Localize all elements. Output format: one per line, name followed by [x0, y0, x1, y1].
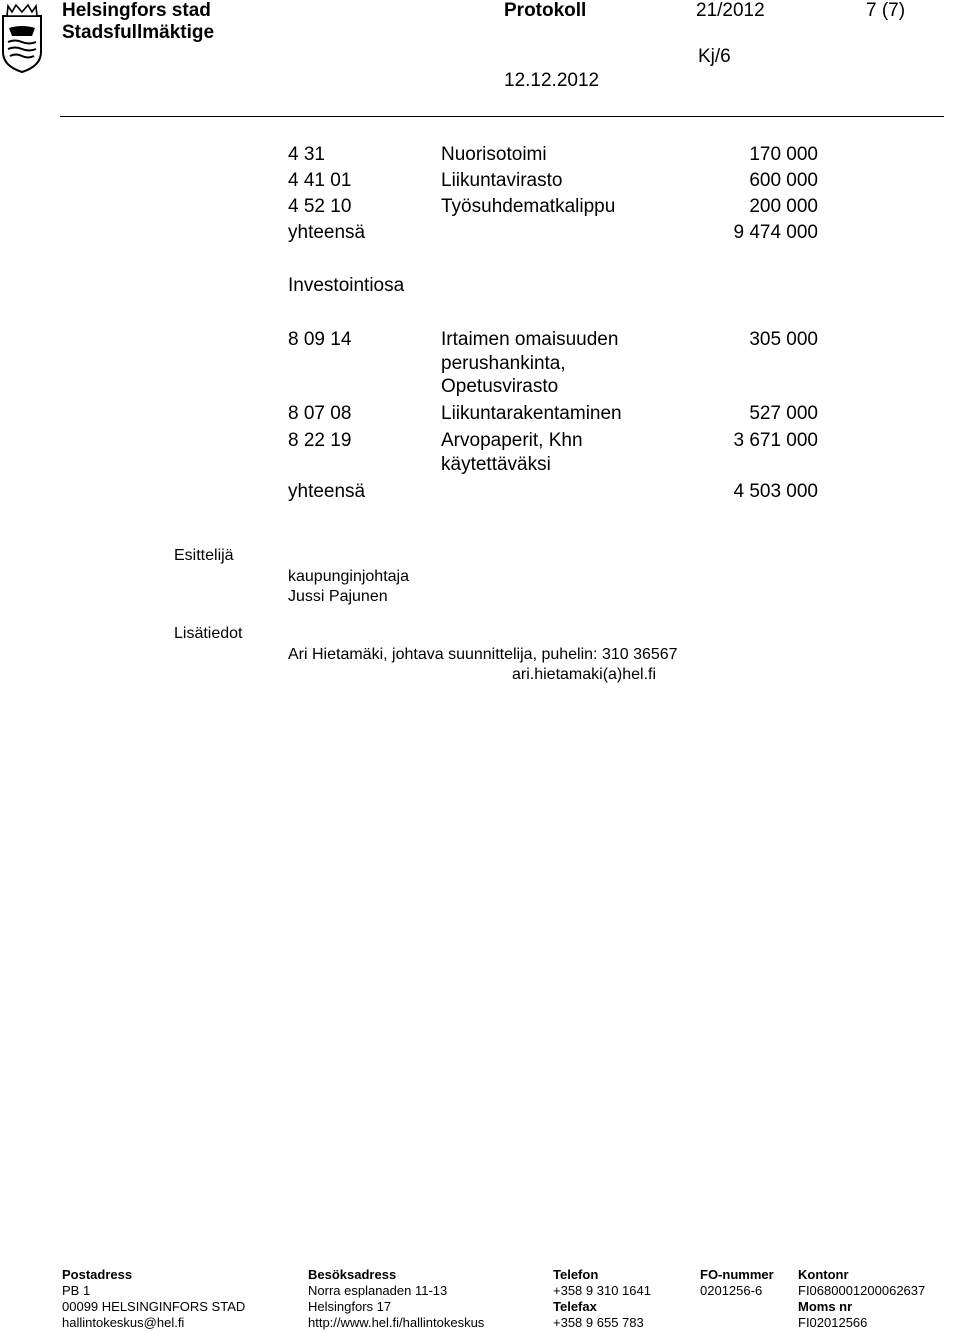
footer-account-head: Kontonr [798, 1267, 849, 1282]
table-row-name: Opetusvirasto [441, 376, 559, 397]
info-label: Lisätiedot [174, 625, 243, 642]
footer-fo-number: 0201256-6 [700, 1283, 763, 1298]
section-ref: Kj/6 [698, 46, 731, 67]
presenter-label: Esittelijä [174, 547, 234, 564]
table-row-name: Irtaimen omaisuuden [441, 329, 619, 350]
total-label: yhteensä [288, 222, 366, 243]
table-row-code: 8 22 19 [288, 430, 352, 451]
footer-postadress-l2: 00099 HELSINGINFORS STAD [62, 1299, 246, 1314]
presenter-title: kaupunginjohtaja [288, 568, 409, 585]
footer-website-link[interactable]: http://www.hel.fi/hallintokeskus [308, 1315, 485, 1330]
table-row-name: Liikuntavirasto [441, 170, 563, 191]
total-label: yhteensä [288, 481, 366, 502]
footer-visit-head: Besöksadress [308, 1267, 397, 1282]
footer-visit-l1: Norra esplanaden 11-13 [308, 1283, 448, 1298]
meeting-date: 12.12.2012 [504, 70, 600, 91]
table-row-name: perushankinta, [441, 353, 566, 374]
header-rule [60, 116, 944, 117]
table-row-amount: 305 000 [749, 329, 818, 350]
footer-vat-head: Moms nr [798, 1299, 853, 1314]
org-name: Helsingfors stad [62, 0, 211, 21]
city-crest-icon [0, 2, 44, 74]
page-number: 7 (7) [866, 0, 906, 21]
total-amount: 4 503 000 [733, 481, 818, 502]
table-row-amount: 527 000 [749, 403, 818, 424]
table-row-code: 8 09 14 [288, 329, 352, 350]
footer-phone-head: Telefon [553, 1267, 599, 1282]
table-row-amount: 200 000 [749, 196, 818, 217]
table-row-name: käytettäväksi [441, 454, 551, 475]
doc-type: Protokoll [504, 0, 587, 21]
footer-phone: +358 9 310 1641 [553, 1283, 651, 1298]
contact-email[interactable]: ari.hietamaki(a)hel.fi [512, 666, 657, 683]
footer-visit-l2: Helsingfors 17 [308, 1299, 392, 1314]
table-row-code: 4 52 10 [288, 196, 352, 217]
doc-number: 21/2012 [696, 0, 765, 21]
table-row-name: Nuorisotoimi [441, 144, 547, 165]
table-row-code: 4 41 01 [288, 170, 352, 191]
total-amount: 9 474 000 [733, 222, 818, 243]
footer-fo-head: FO-nummer [700, 1267, 774, 1282]
footer-postadress-l1: PB 1 [62, 1283, 91, 1298]
table-row-name: Työsuhdematkalippu [441, 196, 616, 217]
table-row-amount: 3 671 000 [733, 430, 818, 451]
footer-email-link[interactable]: hallintokeskus@hel.fi [62, 1315, 185, 1330]
contact-line: Ari Hietamäki, johtava suunnittelija, puhelin: 310 36567 [288, 646, 678, 663]
table-row-code: 8 07 08 [288, 403, 352, 424]
table-row-name: Liikuntarakentaminen [441, 403, 622, 424]
footer-vat-number: FI02012566 [798, 1315, 868, 1330]
body-name: Stadsfullmäktige [62, 22, 215, 43]
footer-fax-head: Telefax [553, 1299, 597, 1314]
section-heading: Investointiosa [288, 275, 405, 296]
footer-postadress-head: Postadress [62, 1267, 133, 1282]
table-row-name: Arvopaperit, Khn [441, 430, 583, 451]
table-row-code: 4 31 [288, 144, 325, 165]
footer-fax: +358 9 655 783 [553, 1315, 644, 1330]
footer-account-number: FI0680001200062637 [798, 1283, 926, 1298]
presenter-name: Jussi Pajunen [288, 588, 388, 605]
table-row-amount: 600 000 [749, 170, 818, 191]
table-row-amount: 170 000 [749, 144, 818, 165]
